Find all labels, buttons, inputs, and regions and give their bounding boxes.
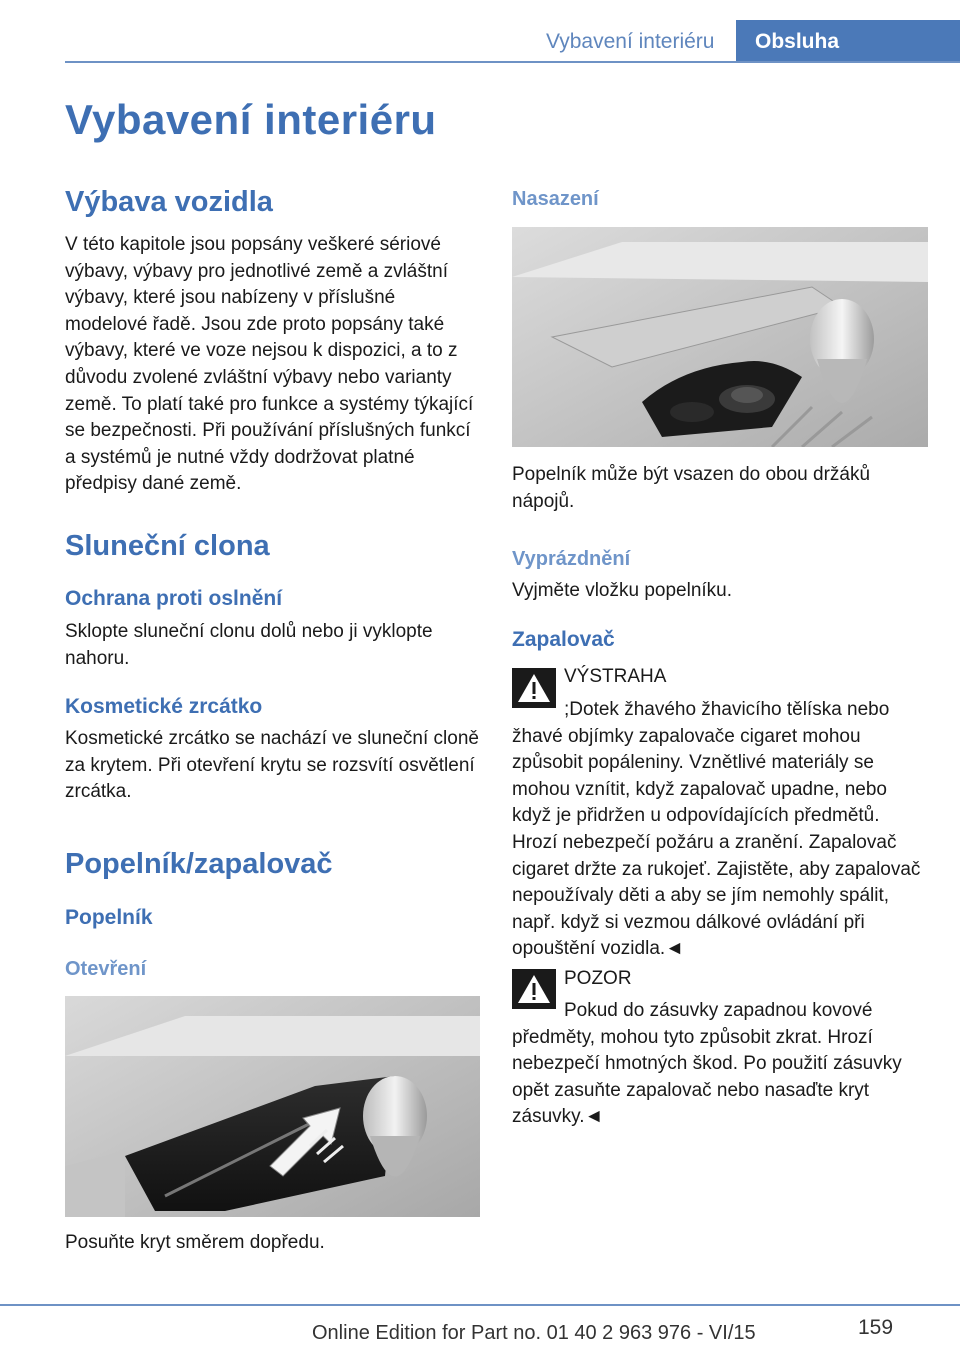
heading-ochrana: Ochrana proti oslnění <box>65 587 283 610</box>
heading-zrcatko: Kosmetické zrcátko <box>65 695 263 718</box>
page-number: 159 <box>858 1316 894 1339</box>
figure-ashtray-open <box>65 996 480 1217</box>
heading-popelnik: Popelník <box>65 906 153 929</box>
warning-text: ;Dotek žhavého žhavicího tělíska nebo žhavé objímky zapalovače cigaret mohou způsobit popáleniny. Vznětlivé materiály se mohou vznítit, když zapalovač upadne, nebo když je přidržen u odpovídajících předmětů. Hrozí nebezpečí požáru a zranění. Zapalovač cigaret držte za rukojeť. Zajistěte, aby zapalovač nepoužívaly děti a aby se jím nemohly spálit, např. když si vezmou dálkové ovládání při opouštění vozidla.◄ <box>512 699 921 960</box>
header-section-title: Vybavení interiéru <box>546 30 715 53</box>
nasazeni-caption: Popelník může být vsazen do obou držáků nápojů. <box>512 464 871 512</box>
warning-label: VÝSTRAHA <box>564 666 667 687</box>
caution-label: POZOR <box>564 968 632 989</box>
zrcatko-paragraph: Kosmetické zrcátko se nachází ve sluneční cloně za krytem. Při otevření krytu se rozsvítí osvětlení zrcátka. <box>65 728 479 803</box>
chapter-title: Vybavení interiéru <box>65 96 437 143</box>
heading-slunecni-clona: Sluneční clona <box>65 530 270 562</box>
footer-divider <box>0 1304 960 1306</box>
heading-vyprazdneni: Vyprázdnění <box>512 548 631 570</box>
ochrana-paragraph: Sklopte sluneční clonu dolů nebo ji vyklopte nahoru. <box>65 621 433 669</box>
figure-ashtray-insert <box>512 227 928 447</box>
header-tab: Obsluha <box>736 20 960 63</box>
heading-popelnik-zapalovac: Popelník/zapalovač <box>65 848 333 880</box>
caution-text: Pokud do zásuvky zapadnou kovové předměty, mohou tyto způsobit zkrat. Hrozí nebezpečí hmotných škod. Po použití zásuvky opět zasuňte zapalovač nebo nasaďte kryt zásuvky.◄ <box>512 1000 902 1128</box>
heading-nasazeni: Nasazení <box>512 188 599 210</box>
heading-vybava: Výbava vozidla <box>65 186 273 218</box>
heading-zapalovac: Zapalovač <box>512 628 615 651</box>
vyprazdneni-paragraph: Vyjměte vložku popelníku. <box>512 580 733 601</box>
heading-otevreni: Otevření <box>65 958 147 980</box>
header-divider <box>65 61 960 63</box>
vybava-paragraph: V této kapitole jsou popsány veškeré sériové výbavy, výbavy pro jednotlivé země a zvláštní výbavy, které jsou nabízeny v příslušné modelové řadě. Jsou zde proto popsány také výbavy, které ve voze nejsou k dispozici, a to z důvodu zvolené zvláštní výbavy nebo varianty země. To platí také pro funkce a systémy týkající se bezpečnosti. Při používání příslušných funkcí a systémů je nutné vždy dodržovat platné předpisy dané země. <box>65 234 474 495</box>
footer-edition: Online Edition for Part no. 01 40 2 963 976 - VI/15 <box>312 1322 756 1344</box>
otevreni-caption: Posuňte kryt směrem dopředu. <box>65 1232 325 1253</box>
